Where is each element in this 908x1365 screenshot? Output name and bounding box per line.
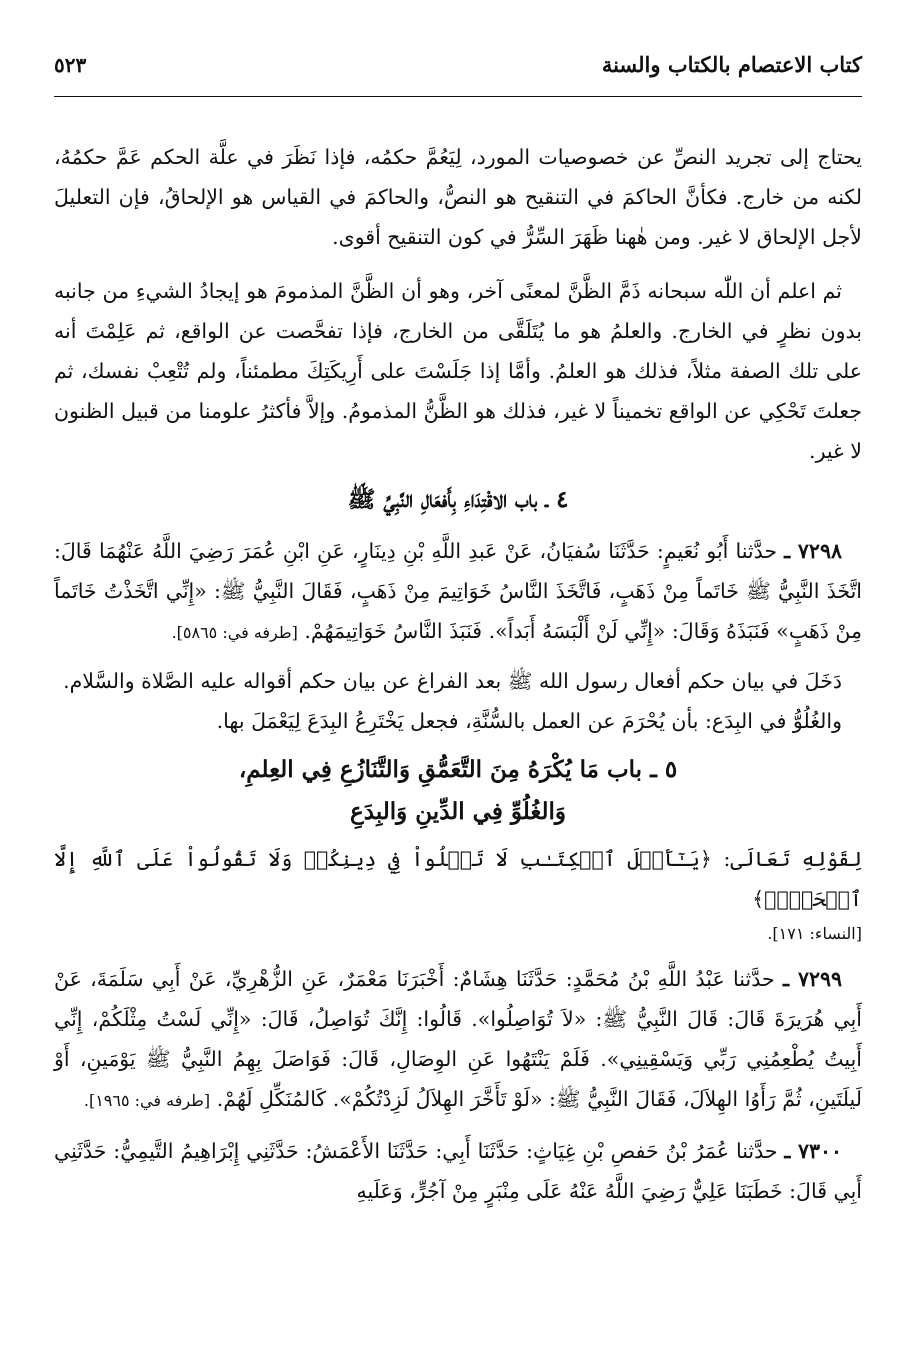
verse-text: ﴿يَـٰٓأَهۡلَ ٱلۡكِتَـٰبِ لَا تَغۡلُواْ فِي دِينِكُمۡ وَلَا تَقُولُواْ عَلَى ٱللَّهِ إِلَّا ٱلۡحَقَّۚ﴾ [54,847,862,911]
page-body [54,137,862,1211]
hadith-text: حدَّثنا عُمَرُ بْنُ حَفصِ بْنِ غِيَاثٍ: حَدَّثَنَا أَبِي: حَدَّثَنَا الأَعْمَشُ: حَدَّثَنِي إِبْرَاهِيمُ التَّيمِيُّ: حَدَّثَنِي أَبِي قَالَ: خَطَبَنَا عَلِيٌّ رَضِيَ اللَّهُ عَنْهُ عَلَى مِنْبَرٍ مِنْ آجُرٍّ، وَعَلَيهِ [54,1139,862,1203]
cross-reference: [طرفه في: ١٩٦٥]. [83,1091,211,1110]
quran-verse [54,839,862,919]
hadith-text: حدَّثنا أَبُو نُعَيمٍ: حَدَّثَنَا سُفيَانُ، عَنْ عَبدِ اللَّهِ بْنِ دِينَارٍ، عَنِ ابْنِ عُمَرَ رَضِيَ اللَّهُ عَنْهُمَا قَالَ: اتَّخَذَ النَّبِيُّ ﷺ خَاتَماً مِنْ ذَهَبٍ، فَاتَّخَذَ النَّاسُ خَوَاتِيمَ مِنْ ذَهَبٍ، فَقَالَ النَّبِيُّ ﷺ: «إِنِّي اتَّخَذْتُ خَاتَماً مِنْ ذَهَبٍ» فَنَبَذَهُ وَقَالَ: «إِنِّي لَنْ أَلْبَسَهُ أَبَداً». فَنَبَذَ النَّاسُ خَوَاتِيمَهُمْ. [54,539,862,643]
hadith-7298 [54,531,862,653]
book-title: كتاب الاعتصام بالكتاب والسنة [601,52,862,77]
chapter-title-line: وَالغُلُوِّ فِي الدِّينِ وَالبِدَعِ [350,798,566,825]
chapter-title-line: ٥ ـ باب مَا يُكْرَهُ مِنَ التَّعَمُّقِ وَالتَّنَازُعِ فِي العِلمِ، [238,756,678,783]
cross-reference: [طرفه في: ٥٨٦٥]. [171,623,298,642]
page-number: ٥٢٣ [54,53,87,77]
document-page [54,52,862,1365]
verse-citation: [النساء: ١٧١]. [767,924,862,943]
hadith-7300 [54,1131,862,1211]
chapter-heading-4: ٤ ـ باب الاقْتِدَاءِ بِأَفعَالِ النَّبِيِّ ﷺ [347,486,569,513]
verse-intro: لِقَوْلِهِ تَعَالَى: [723,847,862,871]
hadith-number: ٧٣٠٠ ـ [784,1139,842,1163]
commentary-paragraph: والغُلُوُّ في البِدَع: بأن يُحْرَمَ عن العمل بالسُّنَّةِ، فجعل يَخْتَرِعُ البِدَعَ لِيَعْمَلَ بها. [216,709,842,733]
commentary-paragraph: دَخَلَ في بيان حكم أفعال رسول الله ﷺ بعد الفراغ عن بيان حكم أقواله عليه الصَّلاة والسَّلام. [63,669,842,693]
hadith-text: حدَّثنا عَبْدُ اللَّهِ بْنُ مُحَمَّدٍ: حَدَّثَنَا هِشَامٌ: أَخْبَرَنَا مَعْمَرٌ، عَنِ الزُّهْرِيِّ، عَنْ أَبِي سَلَمَةَ، عَنْ أَبِي هُرَيرَةَ قَالَ: قَالَ النَّبِيُّ ﷺ: «لاَ تُوَاصِلُوا». قَالُوا: إِنَّكَ تُوَاصِلُ، قَالَ: «إِنِّي لَسْتُ مِثْلَكُمْ، إِنِّي أَبِيتُ يُطْعِمُنِي رَبِّي وَيَسْقِينِي». فَلَمْ يَنْتَهُوا عَنِ الوِصَالِ، قَالَ: فَوَاصَلَ بِهِمُ النَّبِيُّ ﷺ يَوْمَينِ، أَوْ لَيلَتَينِ، ثُمَّ رَأَوُا الهِلاَلَ، فَقَالَ النَّبِيُّ ﷺ: «لَوْ تَأَخَّرَ الهِلاَلُ لَزِدْتُكُمْ». كَالمُنَكِّلِ لَهُمْ. [54,967,862,1111]
running-header [54,52,862,97]
paragraph-continuation: يحتاج إلى تجريد النصِّ عن خصوصيات المورد، لِيَعُمَّ حكمُه، فإذا نَظَرَ في علَّة الحكم عَمَّ حكمُهُ، لكنه من خارج. فكأنَّ الحاكمَ في التنقيح هو النصُّ، والحاكمَ في القياس هو الإلحاقُ، فإن التعليلَ لأجل الإلحاق لا غير. ومن هٰهنا ظَهَرَ السِّرُّ في كون التنقيح أقوى. [54,145,862,249]
hadith-7299 [54,959,862,1121]
hadith-number: ٧٢٩٩ ـ [782,967,842,991]
chapter-heading-5 [54,749,862,833]
hadith-number: ٧٢٩٨ ـ [784,539,842,563]
paragraph-zann: ثم اعلم أن اللّٰه سبحانه ذَمَّ الظَّنَّ لمعنًى آخر، وهو أن الظَّنَّ المذمومَ هو إيجادُ الشيءِ من جانبه بدون نظرٍ في الخارج. والعلمُ هو ما يُتَلَقَّى من الخارج، فإذا تفحَّصت عن الواقع، ثم عَلِمْتَ أنه على تلك الصفة مثلاً، فذلك هو العلمُ. وأمَّا إذا جَلَسْتَ على أَرِيكَتِكَ مطمئناً، ولم تُتْعِبْ نفسك، ثم جعلتَ تَحْكِي عن الواقع تخميناً لا غير، فذلك هو الظَّنُّ المذمومُ. وإلاَّ فأكثرُ علومنا من قبيل الظنون لا غير. [54,279,862,463]
